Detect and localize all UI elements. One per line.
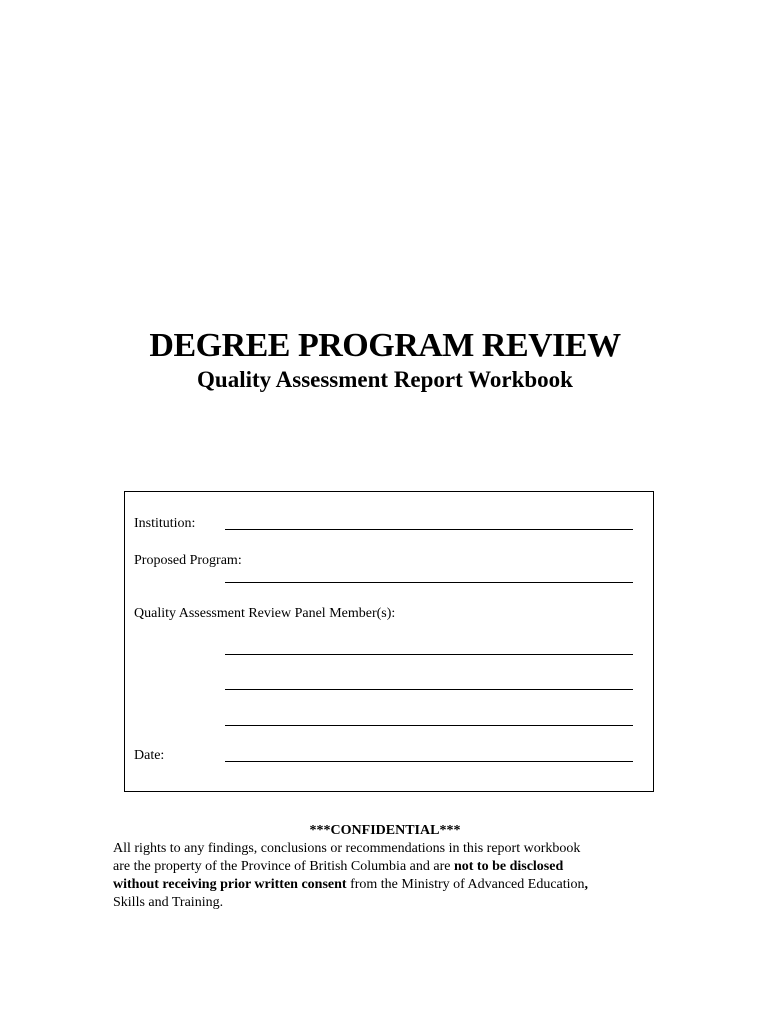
notice-line-4: Skills and Training.	[113, 895, 224, 910]
panel-member-field-3[interactable]	[225, 725, 633, 726]
panel-member-field-2[interactable]	[225, 689, 633, 690]
notice-emphasis-1: not to be disclosed	[453, 859, 564, 874]
proposed-program-label: Proposed Program:	[134, 553, 242, 568]
panel-member-field-1[interactable]	[225, 654, 633, 655]
proposed-program-field[interactable]	[225, 582, 633, 583]
notice-line-3: from the Ministry of Advanced Education	[346, 877, 585, 892]
notice-line-2: are the property of the Province of British Columbia and are	[113, 859, 454, 874]
institution-label: Institution:	[134, 516, 196, 531]
notice-line-1: All rights to any findings, conclusions or recommendations in this report workbook	[113, 841, 581, 856]
date-field[interactable]	[225, 761, 633, 762]
notice-comma: ,	[584, 877, 589, 892]
document-subtitle: Quality Assessment Report Workbook	[197, 367, 573, 392]
cover-form-box	[124, 491, 654, 792]
panel-members-label: Quality Assessment Review Panel Member(s):	[134, 606, 396, 621]
confidentiality-notice	[113, 840, 653, 912]
institution-field[interactable]	[225, 529, 633, 530]
confidential-heading: ***CONFIDENTIAL***	[309, 823, 461, 838]
document-title: DEGREE PROGRAM REVIEW	[149, 327, 621, 364]
notice-emphasis-2: without receiving prior written consent	[113, 877, 347, 892]
date-label: Date:	[134, 748, 165, 763]
